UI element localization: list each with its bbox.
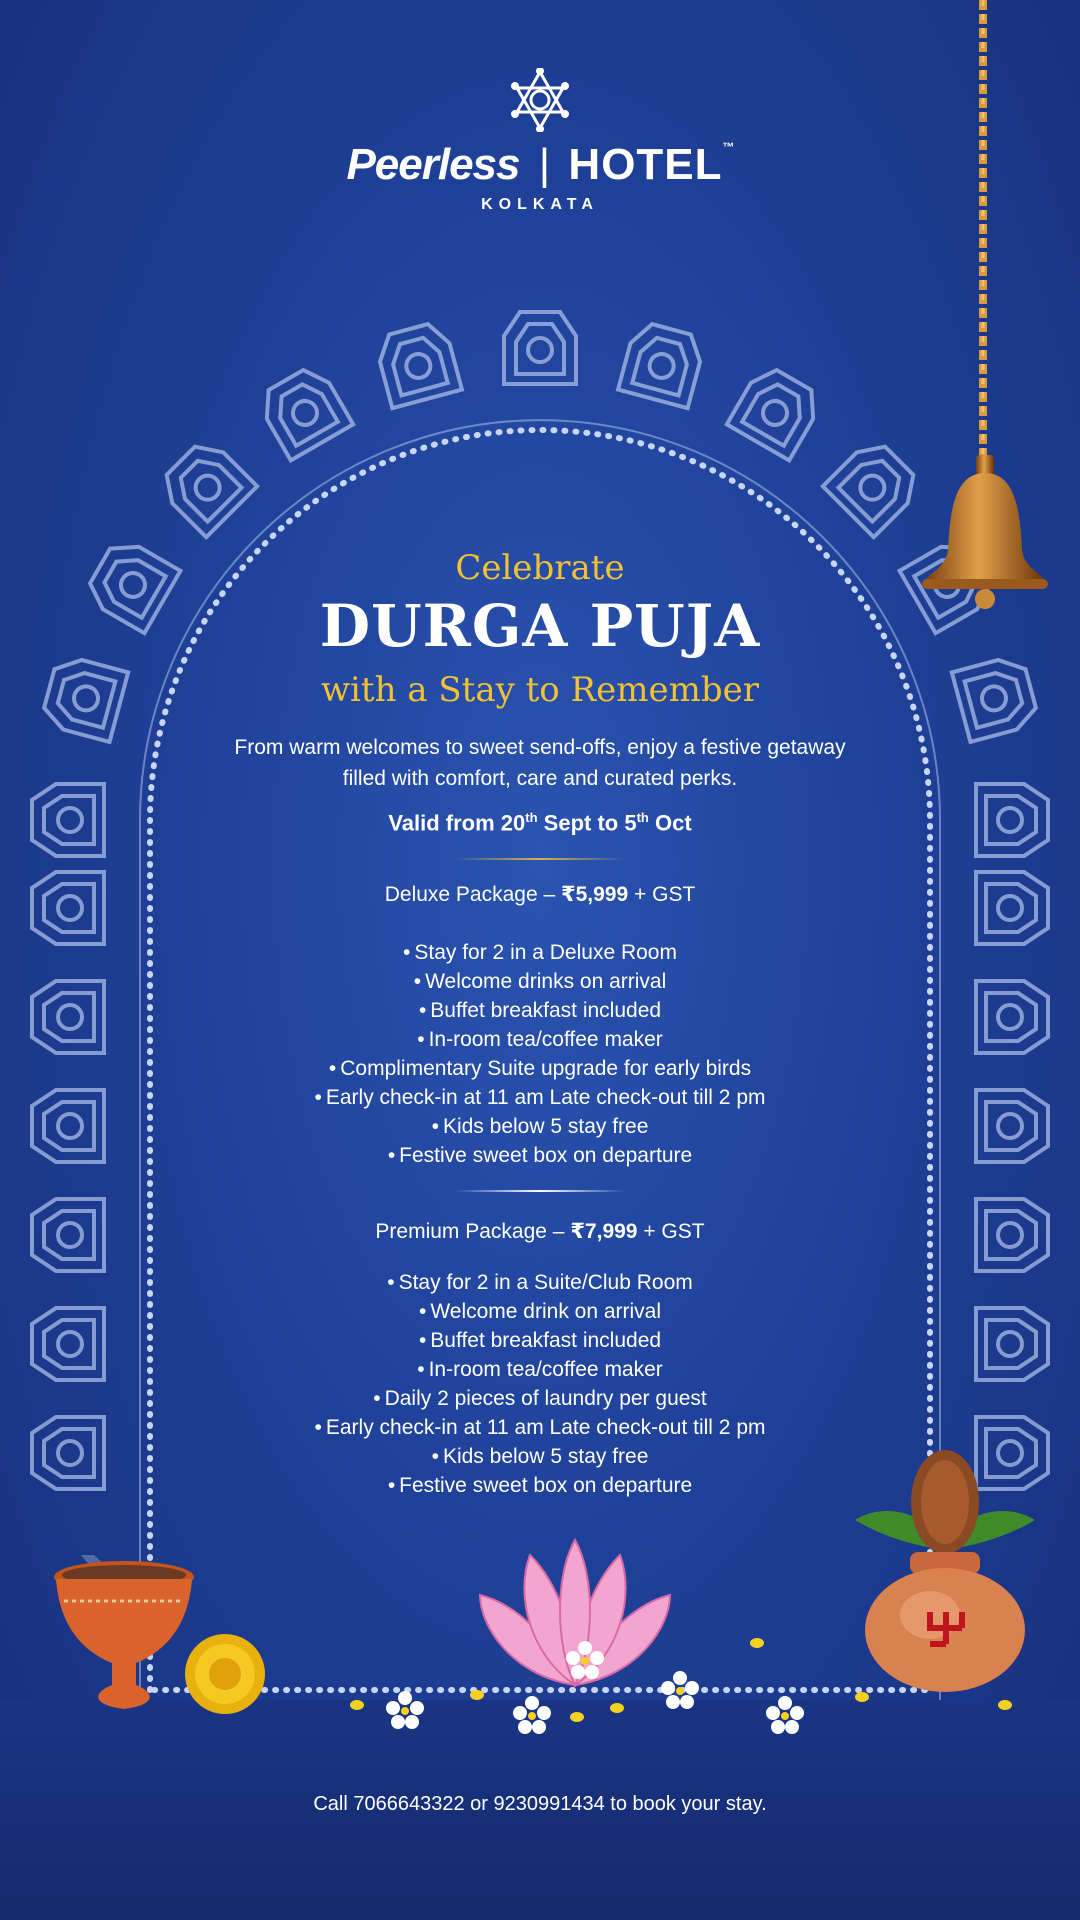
- arch-petal: [976, 872, 1048, 944]
- premium-perks-list: [140, 1268, 940, 1500]
- arch-petal: [952, 654, 1040, 742]
- arch-petal: [727, 362, 825, 460]
- arch-petal: [374, 320, 462, 408]
- petal: [570, 1712, 584, 1722]
- arch-petal: [40, 654, 128, 742]
- deluxe-perks-list: [140, 938, 940, 1170]
- arch-petal: [504, 312, 576, 384]
- arch-petal: [255, 362, 353, 460]
- brand-divider: |: [538, 140, 550, 189]
- celebrate-text: Celebrate: [455, 548, 625, 588]
- validity-sup-start: th: [525, 810, 538, 825]
- arch-petal: [32, 1199, 104, 1271]
- jasmine-flower-icon: [660, 1670, 700, 1710]
- deluxe-price: ₹5,999: [561, 883, 629, 906]
- arch-petal: [32, 784, 104, 856]
- arch-petal: [976, 981, 1048, 1053]
- jasmine-flower-icon: [512, 1695, 552, 1735]
- arch-petal: [32, 981, 104, 1053]
- validity-suffix: Oct: [648, 810, 692, 836]
- arch-petal: [155, 435, 257, 537]
- marigold-icon: [180, 1632, 270, 1716]
- arch-petal: [976, 1199, 1048, 1271]
- deluxe-package-title: [140, 882, 940, 907]
- brand-city: KOLKATA: [481, 196, 599, 213]
- deluxe-name: Deluxe Package –: [384, 883, 561, 906]
- petal: [855, 1692, 869, 1702]
- list-item: • Daily 2 pieces of laundry per guest: [140, 1384, 940, 1413]
- petal: [750, 1638, 764, 1648]
- petal: [998, 1700, 1012, 1710]
- intro-text: [230, 732, 850, 794]
- list-item: • Buffet breakfast included: [140, 996, 940, 1025]
- arch-petal: [976, 1308, 1048, 1380]
- hotel-logo: [0, 68, 1080, 214]
- list-item: • Festive sweet box on departure: [140, 1141, 940, 1170]
- arch-petal: [32, 1090, 104, 1162]
- petal: [350, 1700, 364, 1710]
- validity-sup-end: th: [636, 810, 649, 825]
- list-item: • In-room tea/coffee maker: [140, 1025, 940, 1054]
- list-item: • Welcome drink on arrival: [140, 1297, 940, 1326]
- validity-middle: Sept to 5: [537, 810, 637, 836]
- hanging-bell-icon: [918, 455, 1053, 615]
- petal: [610, 1703, 624, 1713]
- validity-prefix: Valid from 20: [388, 810, 526, 836]
- mandala-star-icon: [510, 68, 570, 132]
- premium-tax: + GST: [637, 1220, 705, 1243]
- arch-petal: [976, 1090, 1048, 1162]
- copper-kalash-icon: [850, 1440, 1040, 1700]
- arch-petal: [823, 435, 925, 537]
- arch-petal: [618, 320, 706, 408]
- jasmine-flower-icon: [385, 1690, 425, 1730]
- brand-name: Peerless: [346, 140, 520, 189]
- gold-divider: [455, 858, 625, 860]
- list-item: • Complimentary Suite upgrade for early birds: [140, 1054, 940, 1083]
- petal: [470, 1690, 484, 1700]
- arch-petal: [32, 872, 104, 944]
- booking-cta: Call 7066643322 or 9230991434 to book your stay.: [313, 1793, 767, 1815]
- deluxe-tax: + GST: [628, 883, 696, 906]
- list-item: • Buffet breakfast included: [140, 1326, 940, 1355]
- list-item: • Stay for 2 in a Deluxe Room: [140, 938, 940, 967]
- list-item: • Welcome drinks on arrival: [140, 967, 940, 996]
- intro-copy: From warm welcomes to sweet send-offs, enjoy a festive getaway filled with comfort, care and curated perks.: [234, 736, 846, 790]
- validity-dates: [140, 810, 940, 836]
- headline: DURGA PUJA: [319, 592, 761, 660]
- list-item: • Festive sweet box on departure: [140, 1471, 940, 1500]
- bell-chain: [975, 0, 991, 470]
- arch-petal: [976, 784, 1048, 856]
- arch-petal: [32, 1417, 104, 1489]
- list-item: • Kids below 5 stay free: [140, 1112, 940, 1141]
- jasmine-flower-icon: [765, 1695, 805, 1735]
- list-item: • Stay for 2 in a Suite/Club Room: [140, 1268, 940, 1297]
- premium-package-title: [140, 1219, 940, 1244]
- brand-hotel: HOTEL: [568, 140, 723, 189]
- arch-petal: [32, 1308, 104, 1380]
- premium-name: Premium Package –: [375, 1220, 571, 1243]
- subheadline: with a Stay to Remember: [320, 670, 760, 710]
- list-item: • Early check-in at 11 am Late check-out till 2 pm: [140, 1413, 940, 1442]
- white-divider: [455, 1190, 625, 1192]
- premium-price: ₹7,999: [570, 1220, 638, 1243]
- list-item: • In-room tea/coffee maker: [140, 1355, 940, 1384]
- jasmine-flower-icon: [565, 1640, 605, 1680]
- list-item: • Kids below 5 stay free: [140, 1442, 940, 1471]
- clay-incense-cup-icon: [52, 1555, 197, 1725]
- list-item: • Early check-in at 11 am Late check-out till 2 pm: [140, 1083, 940, 1112]
- trademark: ™: [722, 140, 734, 154]
